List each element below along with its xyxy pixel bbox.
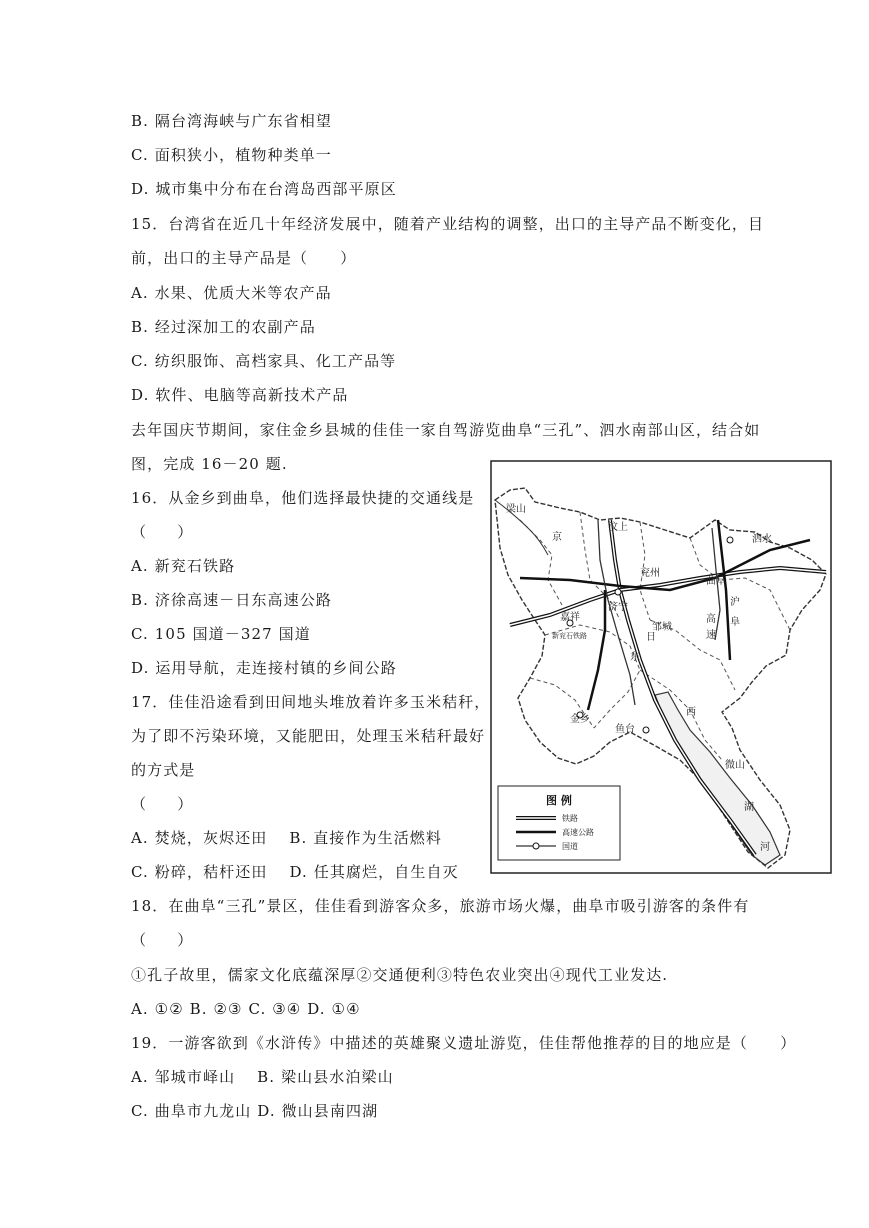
option-16a: A. 新兖石铁路 — [131, 557, 236, 575]
option-14d: D. 城市集中分布在台湾岛西部平原区 — [131, 180, 397, 198]
question-19: 19．一游客欲到《水浒传》中描述的英雄聚义遗址游览，佳佳帮他推荐的目的地应是（ ） — [131, 1034, 797, 1052]
place-sishui: 泗水 — [752, 534, 772, 545]
place-jiaxiang: 嘉祥 — [560, 612, 580, 623]
place-xin-yan-shi: 新兖石铁路 — [552, 632, 587, 640]
option-16c: C. 105 国道－327 国道 — [131, 625, 311, 643]
place-zoucheng: 邹城 — [652, 622, 672, 633]
place-yanzhou: 兖州 — [640, 568, 660, 579]
map-legend — [498, 786, 620, 860]
city-marker — [615, 589, 621, 595]
intro-line2: 图，完成 16－20 题. — [131, 455, 288, 473]
question-16-line1: 16．从金乡到曲阜，他们选择最快捷的交通线是 — [131, 489, 475, 507]
legend-title: 图 例 — [546, 794, 572, 807]
place-fu: 阜 — [730, 617, 740, 628]
place-jining: 济宁 — [608, 602, 628, 613]
option-15d: D. 软件、电脑等高新技术产品 — [131, 386, 349, 404]
city-marker — [643, 727, 649, 733]
option-14c: C. 面积狭小，植物种类单一 — [131, 146, 332, 164]
question-17-line3: 的方式是 — [131, 761, 196, 779]
options-17cd: C. 粉碎，秸杆还田 D. 任其腐烂，自生自灭 — [131, 863, 459, 881]
option-15a: A. 水果、优质大米等农产品 — [131, 284, 332, 302]
options-18: A. ①② B. ②③ C. ③④ D. ①④ — [131, 1000, 361, 1018]
place-su: 速 — [706, 630, 716, 641]
jining-map — [490, 460, 832, 874]
question-18-line1: 18．在曲阜“三孔”景区，佳佳看到游客众多，旅游市场火爆，曲阜市吸引游客的条件有 — [131, 897, 750, 915]
question-15-line2: 前，出口的主导产品是（ ） — [131, 249, 357, 267]
question-17-line4: （ ） — [131, 795, 193, 813]
city-marker — [727, 537, 733, 543]
legend-expressway: 高速公路 — [562, 828, 594, 837]
place-qufu: 曲阜 — [706, 576, 726, 587]
question-15-line1: 15．台湾省在近几十年经济发展中，随着产业结构的调整，出口的主导产品不断变化，目 — [131, 215, 765, 233]
question-18-line3: ①孔子故里，儒家文化底蕴深厚②交通便利③特色农业突出④现代工业发达. — [131, 966, 669, 984]
option-16b: B. 济徐高速－日东高速公路 — [131, 591, 332, 609]
place-wenshang: 汶上 — [608, 522, 628, 533]
question-17-line2: 为了即不污染环境，又能肥田，处理玉米秸秆最好 — [131, 727, 486, 745]
options-17ab: A. 焚烧，灰烬还田 B. 直接作为生活燃料 — [131, 829, 442, 847]
place-gao: 高 — [706, 614, 716, 625]
place-jinxiang: 金乡 — [570, 714, 590, 725]
options-19cd: C. 曲阜市九龙山 D. 微山县南四湖 — [131, 1102, 379, 1120]
question-18-line2: （ ） — [131, 931, 193, 949]
legend-national-road: 国道 — [562, 842, 578, 851]
place-hu-lake: 湖 — [744, 802, 754, 813]
place-weishan: 微山 — [725, 760, 745, 771]
question-17-line1: 17．佳佳沿途看到田间地头堆放着许多玉米秸秆， — [131, 693, 491, 711]
place-xi: 西 — [686, 707, 696, 718]
question-16-line2: （ ） — [131, 523, 193, 541]
place-liangshan: 梁山 — [506, 504, 526, 515]
intro-line1: 去年国庆节期间，家住金乡县城的佳佳一家自驾游览曲阜“三孔”、泗水南部山区，结合如 — [131, 421, 761, 439]
legend-rail: 铁路 — [562, 814, 578, 823]
option-15b: B. 经过深加工的农副产品 — [131, 318, 316, 336]
option-14b: B. 隔台湾海峡与广东省相望 — [131, 112, 332, 130]
place-ri: 日 — [646, 632, 656, 643]
options-19ab: A. 邹城市峄山 B. 梁山县水泊梁山 — [131, 1068, 394, 1086]
option-15c: C. 纺织服饰、高档家具、化工产品等 — [131, 352, 397, 370]
place-he: 河 — [760, 842, 770, 853]
place-dong: 东 — [630, 652, 640, 663]
place-jing: 京 — [552, 532, 562, 543]
place-hu: 沪 — [730, 597, 740, 608]
place-yutai: 鱼台 — [615, 724, 635, 735]
option-16d: D. 运用导航，走连接村镇的乡间公路 — [131, 659, 397, 677]
